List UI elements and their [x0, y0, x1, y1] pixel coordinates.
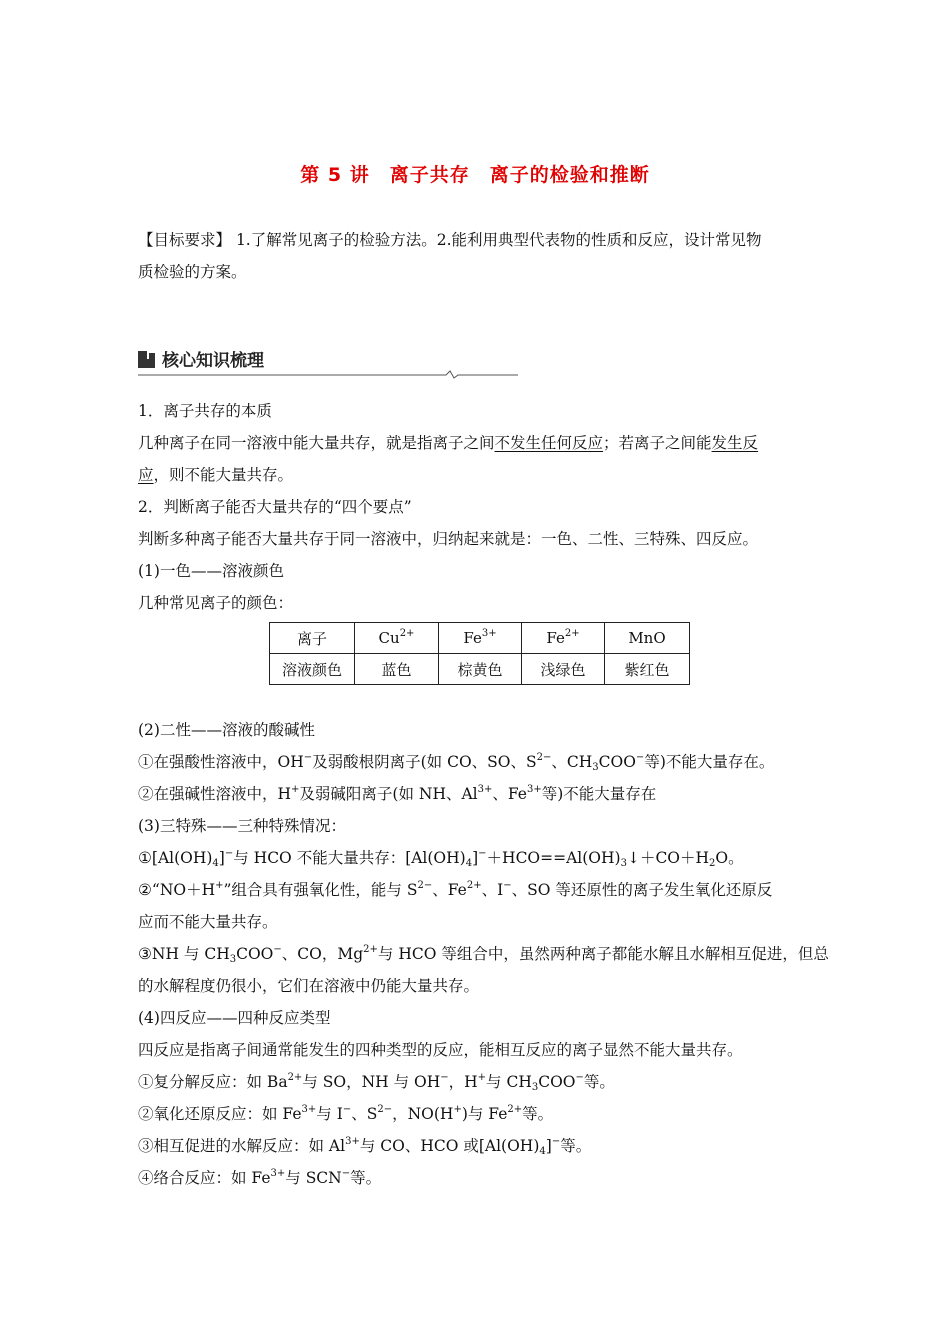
table-cell: $Fe^{2+}$	[522, 623, 605, 654]
text-line: ②氧化还原反应：如 $Fe^{3+}$与 I−、$S^{2-}$，NO(H+)与 $Fe^{2+}$等。	[138, 1104, 554, 1123]
subheading-3: (3)三特殊——三种特殊情况：	[138, 817, 346, 835]
section-title: 核心知识梳理	[162, 351, 264, 371]
body-part-2	[138, 714, 828, 1194]
text-line: ③相互促进的水解反应：如 $Al^{3+}$与 CO、HCO 或$[Al(OH)_4]^-$等。	[138, 1136, 592, 1157]
text-line: 应而不能大量共存。	[138, 913, 278, 931]
section-underline	[138, 369, 518, 379]
text-line: 几种离子在同一溶液中能大量共存，就是指离子之间不发生任何反应；若离子之间能发生反	[138, 434, 759, 452]
text-line: 应，则不能大量共存。	[138, 466, 294, 484]
ion-color-table	[269, 622, 690, 685]
heading-1: 1．离子共存的本质	[138, 402, 272, 420]
subheading-1: (1)一色——溶液颜色	[138, 562, 284, 580]
goal-tag: 【目标要求】	[138, 231, 232, 249]
answer-underline: 不发生任何反应	[494, 434, 604, 452]
goal-text-1: 1.了解常见离子的检验方法。2.能利用典型代表物的性质和反应，设计常见物	[231, 231, 762, 249]
learning-goals	[138, 224, 828, 288]
answer-underline: 发生反	[711, 434, 759, 452]
table-row	[270, 623, 690, 654]
subheading-4: (4)四反应——四种反应类型	[138, 1009, 331, 1027]
table-cell: 离子	[270, 623, 355, 654]
page-title: 第 5 讲 离子共存 离子的检验和推断	[300, 164, 650, 186]
table-cell: 紫红色	[605, 654, 690, 685]
text-line: 的水解程度仍很小，它们在溶液中仍能大量共存。	[138, 977, 480, 995]
table-cell: $Fe^{3+}$	[439, 623, 522, 654]
body-part-1	[138, 395, 828, 619]
goal-text-2: 质检验的方案。	[138, 263, 247, 281]
text-line: ①在强酸性溶液中，OH−及弱酸根阴离子(如 CO、SO、$S^{2-}$、$CH_3COO^-$等)不能大量存在。	[138, 752, 775, 773]
table-cell: 蓝色	[355, 654, 439, 685]
heading-2: 2．判断离子能否大量共存的“四个要点”	[138, 498, 412, 516]
text-line: ④络合反应：如 $Fe^{3+}$与 SCN−等。	[138, 1168, 382, 1187]
text-line: ①复分解反应：如 $Ba^{2+}$与 SO，NH 与 OH−，H+与 $CH_3COO^-$等。	[138, 1072, 615, 1093]
text-line: 四反应是指离子间通常能发生的四种类型的反应，能相互反应的离子显然不能大量共存。	[138, 1041, 743, 1059]
table-cell: $Cu^{2+}$	[355, 623, 439, 654]
text-line: ②在强碱性溶液中，H+及弱碱阳离子(如 NH、$Al^{3+}$、$Fe^{3+}$等)不能大量存在	[138, 784, 657, 803]
table-cell: 浅绿色	[522, 654, 605, 685]
table-cell: 棕黄色	[439, 654, 522, 685]
table-cell: MnO	[605, 623, 690, 654]
text-line: 判断多种离子能否大量共存于同一溶液中，归纳起来就是：一色、二性、三特殊、四反应。	[138, 530, 759, 548]
subheading-2: (2)二性——溶液的酸碱性	[138, 721, 315, 739]
answer-underline: 应	[138, 466, 154, 484]
section-header	[138, 345, 518, 377]
text-line: $①[Al(OH)_4]^-$与 HCO 不能大量共存：$[Al(OH)_4]^-+HCO==Al(OH)_3↓+CO+H_2O$。	[138, 848, 744, 869]
text-line: ③NH 与 $CH_3COO^-$、CO，$Mg^{2+}$与 HCO 等组合中，虽然两种离子都能水解且水解相互促进，但总	[138, 944, 829, 965]
text-line: ②“NO＋H+”组合具有强氧化性，能与 $S^{2-}$、$Fe^{2+}$、I−、SO 等还原性的离子发生氧化还原反	[138, 880, 773, 899]
table-row	[270, 654, 690, 685]
text-line: 几种常见离子的颜色：	[138, 594, 294, 612]
table-cell: 溶液颜色	[270, 654, 355, 685]
